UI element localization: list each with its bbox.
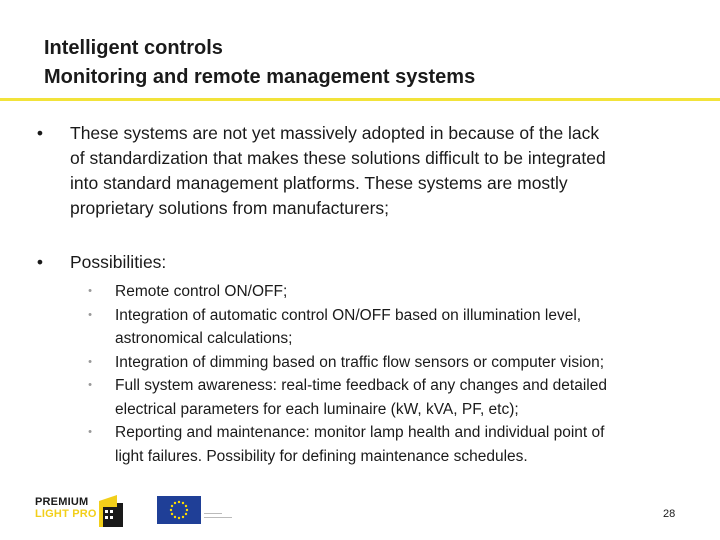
sub-bullet-item: [30, 351, 700, 375]
bullet-item-possibilities: [30, 250, 700, 275]
bullet-text-line: into standard management platforms. These systems are mostly: [70, 173, 568, 193]
sub-bullet-item: [30, 374, 700, 421]
eu-caption-text: [204, 504, 244, 518]
sub-bullet-text-line: Integration of automatic control ON/OFF based on illumination level,: [115, 306, 582, 324]
eu-stars-icon: [157, 496, 201, 524]
logo-text: [35, 496, 97, 520]
sub-bullet-list: [30, 280, 700, 468]
page-number: 28: [663, 508, 676, 520]
sub-bullet-text-line: Reporting and maintenance: monitor lamp health and individual point of: [115, 424, 605, 441]
bullet-dot-icon: •: [36, 123, 44, 143]
sub-bullet-dot-icon: •: [88, 285, 92, 297]
title-divider: [0, 98, 720, 101]
sub-bullet-text-line: Full system awareness: real-time feedback of any changes and detailed: [115, 377, 607, 394]
sub-bullet-item: [30, 304, 700, 351]
bullet-list: [30, 121, 700, 468]
bullet-text-line: proprietary solutions from manufacturers;: [70, 198, 390, 218]
title-line-1: Intelligent controls: [44, 37, 223, 59]
bullet-text: Possibilities:: [70, 252, 167, 272]
bullet-text-line: of standardization that makes these solutions difficult to be integrated: [70, 148, 606, 168]
bullet-dot-icon: •: [36, 252, 44, 272]
bullet-text-line: These systems are not yet massively adopted in because of the lack: [70, 123, 600, 143]
sub-bullet-item: [30, 421, 700, 468]
sub-bullet-dot-icon: •: [88, 426, 92, 438]
eu-flag-icon: [157, 496, 201, 524]
sub-bullet-dot-icon: •: [88, 308, 92, 321]
title-line-2: Monitoring and remote management systems: [44, 66, 476, 88]
logo-line-2: LIGHT PRO: [35, 508, 97, 520]
sub-bullet-text-line: Remote control ON/OFF;: [115, 283, 288, 300]
premium-light-logo: [35, 493, 127, 527]
sub-bullet-text-line: Integration of dimming based on traffic flow sensors or computer vision;: [115, 353, 605, 371]
slide-title: [44, 34, 475, 92]
sub-bullet-item: [30, 280, 700, 304]
logo-line-1: PREMIUM: [35, 496, 89, 508]
sub-bullet-text-line: electrical parameters for each luminaire (kW, kVA, PF, etc);: [115, 400, 519, 418]
sub-bullet-dot-icon: •: [88, 355, 92, 368]
sub-bullet-text-line: astronomical calculations;: [115, 330, 293, 347]
sub-bullet-text-line: light failures. Possibility for defining maintenance schedules.: [115, 447, 528, 465]
sub-bullet-dot-icon: •: [88, 379, 92, 391]
building-icon: [93, 493, 127, 527]
bullet-item: [30, 121, 700, 221]
